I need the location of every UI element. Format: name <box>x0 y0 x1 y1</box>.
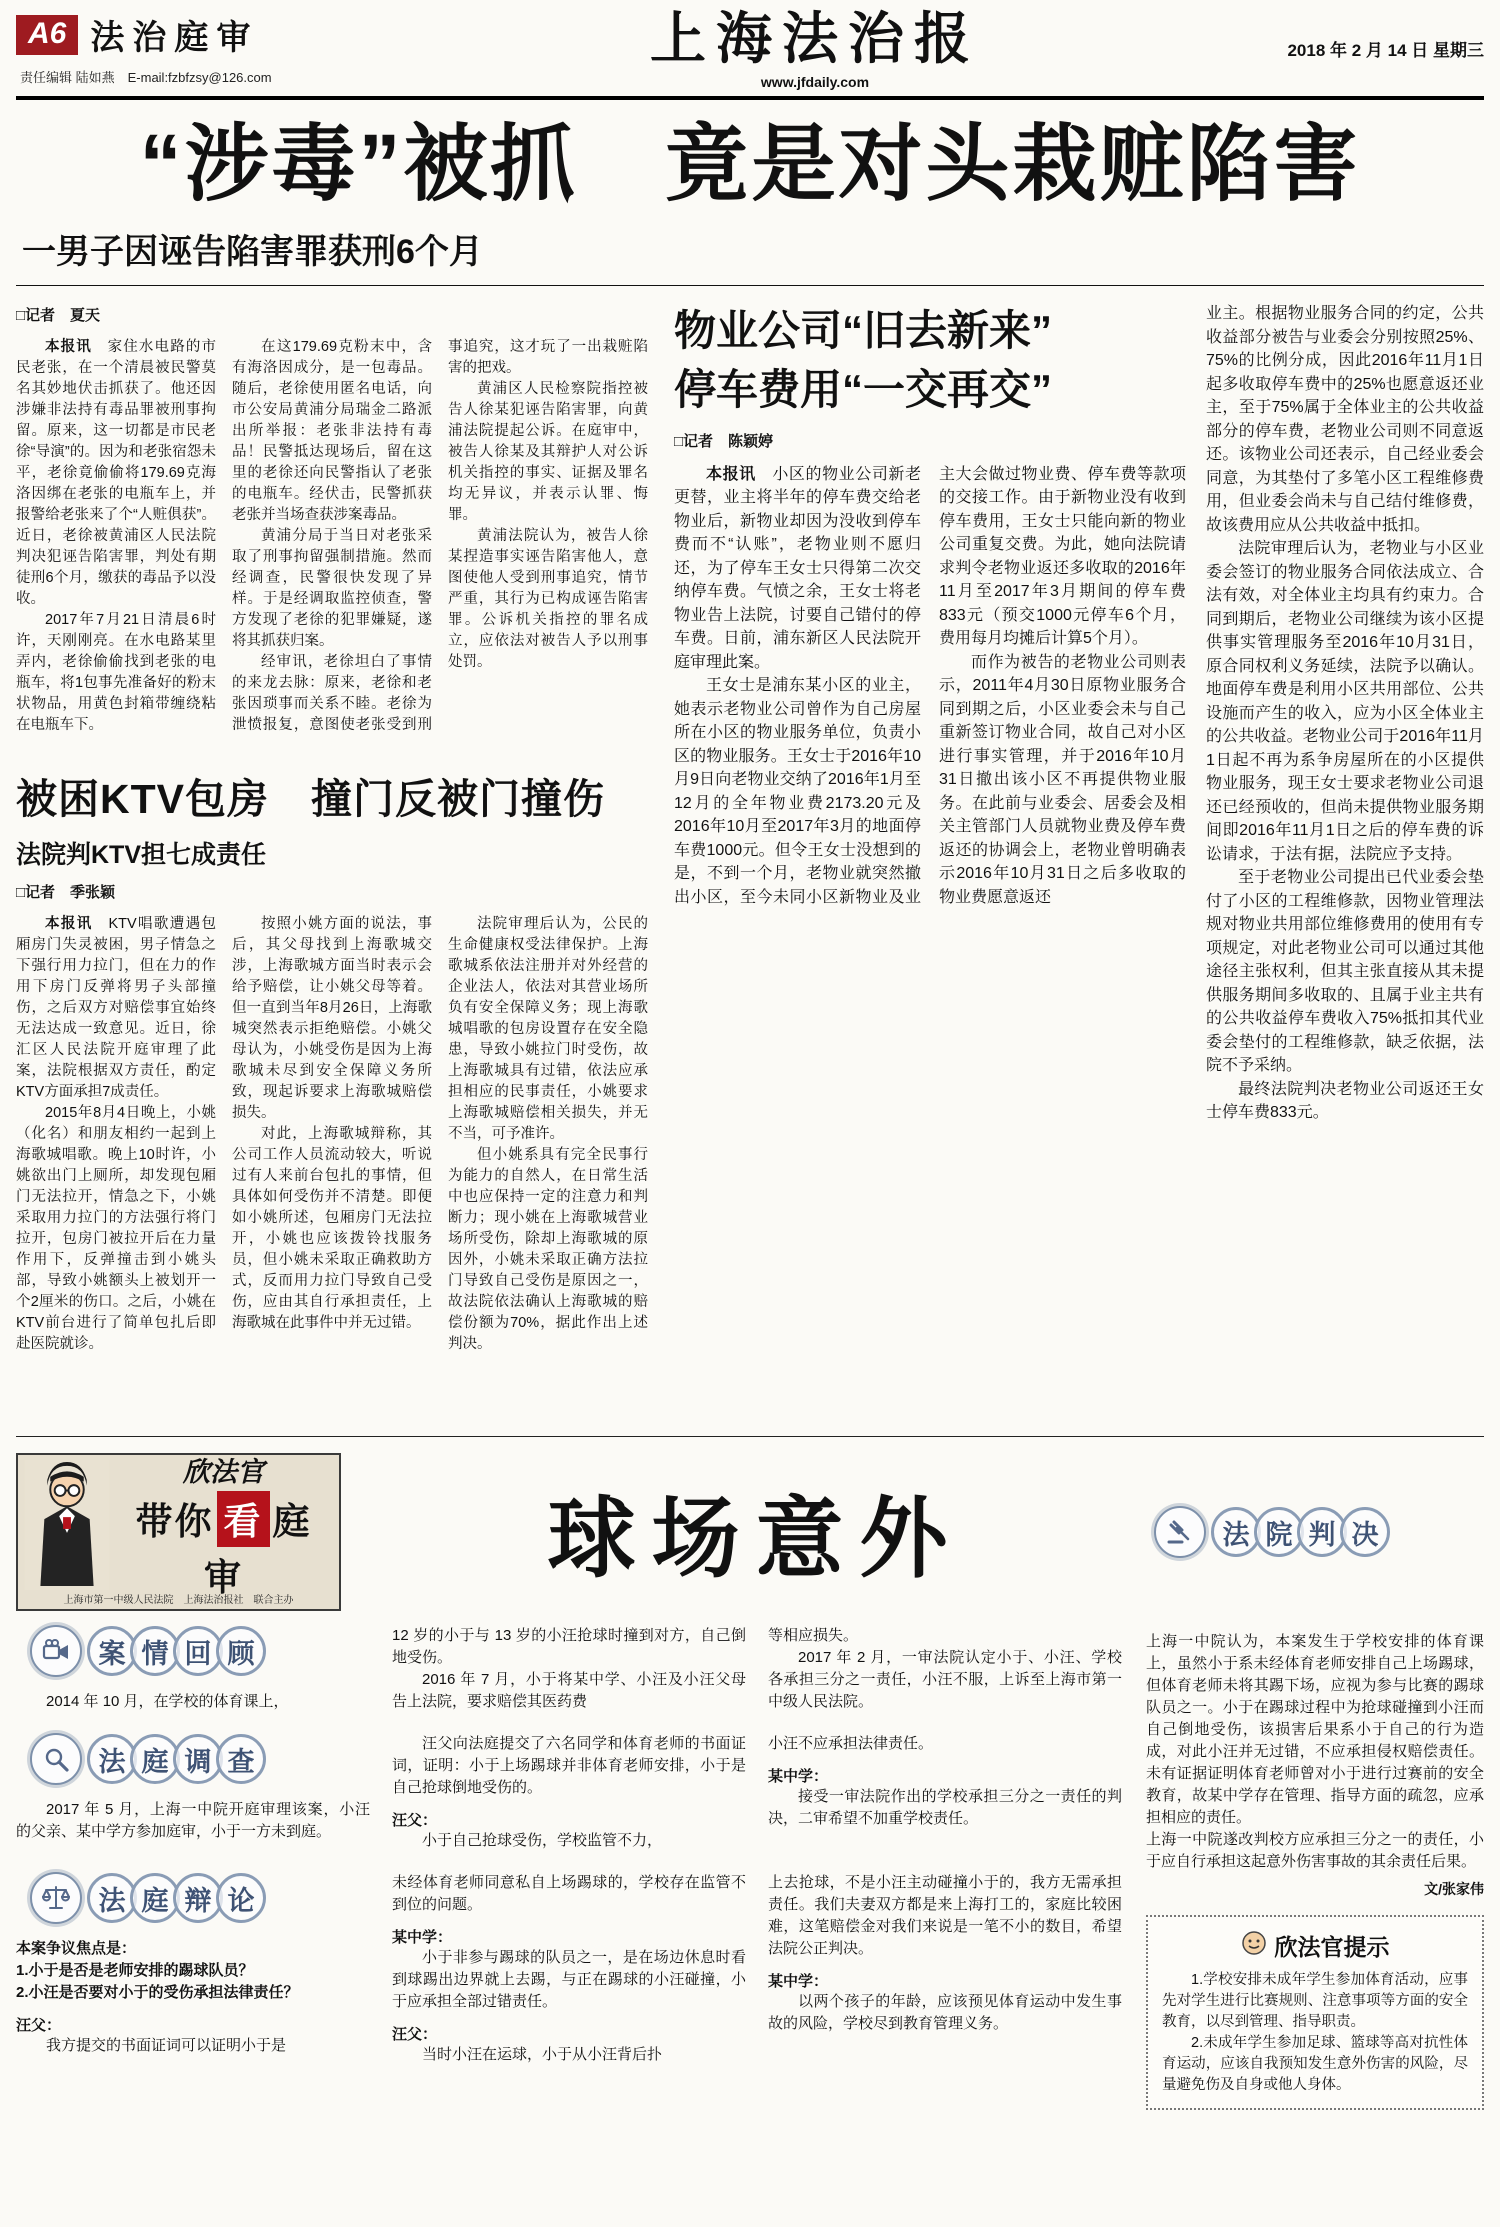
band-court-investigation <box>16 1733 1122 1852</box>
ktv-paragraph: 2015年8月4日晚上，小姚（化名）和朋友相约一起到上海歌城唱歌。晚上10时许，小姚欲出门上厕所，却发现包厢门无法拉开，情急之下，小姚采取用力拉门的方法强行将门拉开，包房门被拉开后在力量作用下，反弹撞击到小姚头部，导致小姚额头上被划开一个2厘米的伤口。之后，小姚在KTV前台进行了简单包扎后即赴医院就诊。 <box>16 1105 216 1353</box>
lead-article <box>16 304 648 736</box>
band2-b-text: 小于自己抢球受伤，学校监管不力， <box>422 1832 663 1850</box>
property-paragraph: 王女士是浦东某小区的业主，她表示老物业公司曾作为自己房屋所在小区的物业服务单位，负责小区的物业服务。王女士于2016年10月9日向老物业交纳了2016年1月至12月的全年物业费2173.20元及2016年10月至2017年3月的地面停车费1000元。但令王女士没想到的是，不到一个月，老物业就突然撤出小区，至今未同小区新物业及业主大会做过物业费、停车费等款项的交接工作。由于新物业没有收到停车费用，王女士只能向新的物业公司重复交费。为此，她向法院请求判令老物业返还多收取的2016年11月至2017年3月期间的停车费833元（预交1000元停车6个月，费用每月均摊后计算5个月）。 <box>674 465 1186 906</box>
gavel-icon <box>1154 1506 1206 1558</box>
property-headline-line1: 物业公司“旧去新来” <box>674 307 1053 355</box>
speaker-label: 某中学： <box>768 1973 829 1991</box>
property-paragraph: 至于老物业公司提出已代业委会垫付了小区的工程维修款，因物业管理法规对物业共用部位维修费用的使用有专项规定，对此老物业公司可以通过其他途径主张权利，但其主张直接从其未提供服务期间多收取的、且属于业主共有的公共收益停车费收入75%抵扣其代业委会垫付的工程维修款，缺乏依据，法院不予采纳。 <box>1206 869 1484 1075</box>
lead-paragraph: 经审讯，老徐坦白了事情的来龙去脉：原来，老徐和老张因琐事而关系不睦。老徐为泄愤报复，意图使老张受到刑事追究，这才玩了一出栽赃陷害的把戏。 <box>232 339 648 734</box>
top-body <box>16 302 1484 1422</box>
verdict-paragraph: 上海一中院遂改判校方应承担三分之一的责任，小于应自行承担这起意外伤害事故的其余责任后果。 <box>1146 1831 1484 1871</box>
dispute-focus-title: 本案争议焦点是： <box>16 1940 137 1958</box>
header-rule <box>16 96 1484 100</box>
issue-date: 2018 年 2 月 14 日 星期三 <box>1287 41 1484 60</box>
lead-byline: □记者 夏天 <box>16 307 101 325</box>
band3-c-text: 上去抢球，不是小汪主动碰撞小于的，我方无需承担责任。我们夫妻双方都是来上海打工的，家庭比较困难，这笔赔偿金对我们来说是一笔不小的数目，希望法院公正判决。 <box>768 1874 1122 1958</box>
speaker-label: 某中学： <box>768 1768 829 1786</box>
dateline: 本报讯 <box>45 339 108 356</box>
tips-box <box>1146 1915 1484 2110</box>
masthead: 上海法治报 <box>650 9 980 71</box>
movie-camera-icon <box>30 1625 82 1677</box>
main-subhead: 一男子因诬告陷害罪获刑6个月 <box>22 233 483 272</box>
feature-divider <box>16 1436 1484 1437</box>
property-side-column <box>1206 302 1484 1125</box>
column-logo-box <box>16 1453 341 1611</box>
masthead-block <box>446 10 1184 90</box>
band2-col-c <box>768 1733 1122 1852</box>
logo-organizers: 上海市第一中级人民法院 上海法治报社 联合主办 <box>63 1595 294 1607</box>
speaker-label: 汪父： <box>392 1812 438 1830</box>
ktv-headline: 被困KTV包房 撞门反被门撞伤 <box>16 776 605 823</box>
lead-columns <box>16 337 648 736</box>
main-headline: “涉毒”被抓 竟是对头栽赃陷害 <box>139 116 1361 211</box>
stamp-char: 调 <box>173 1734 223 1784</box>
section-title: 法治庭审 <box>90 19 259 57</box>
stamp-char: 庭 <box>130 1734 180 1784</box>
property-paragraph: 业主。根据物业服务合同的约定，公共收益部分被告与业委会分别按照25%、75%的比例分成，因此2016年11月1日起多收取停车费中的25%也愿意返还业主，至于75%属于全体业主的公共收益部分的停车费，老物业公司则不同意返还。该物业公司还表示，自己经业委会同意，为其垫付了多笔小区工程维修费用，但业委会尚未与自己结付维修费，故该费用应从公共收益中抵扣。 <box>1206 305 1484 534</box>
band3-col-c <box>768 1872 1122 2066</box>
feature-section <box>16 1453 1484 2110</box>
ktv-paragraph: 但小姚系具有完全民事行为能力的自然人，在日常生活中也应保持一定的注意力和判断力；现小姚在上海歌城营业场所受伤，除却上海歌城的原因外，小姚未采取正确方法拉门导致自己受伤是原因之一，故法院依法确认上海歌城的赔偿份额为70%，据此作出上述判决。 <box>448 1147 648 1353</box>
band1-c-text: 等相应损失。 <box>768 1627 859 1645</box>
property-paragraph <box>674 463 921 675</box>
band1-col-c <box>768 1625 1122 1713</box>
band3-c-text: 以两个孩子的年龄，应该预见体育运动中发生事故的风险，学校尽到教育管理义务。 <box>768 1993 1122 2033</box>
band2-b-text: 汪父向法庭提交了六名同学和体育老师的书面证词，证明：小于上场踢球并非体育老师安排，小于是自己抢球倒地受伤的。 <box>392 1735 746 1797</box>
ktv-article <box>16 766 648 1355</box>
cartoon-judge-icon <box>24 1460 110 1590</box>
badge-char: 决 <box>1340 1507 1390 1557</box>
property-layout <box>674 302 1484 1125</box>
band2-c-text: 小汪不应承担法律责任。 <box>768 1735 934 1753</box>
band2-col-a <box>16 1733 370 1852</box>
stamp-char: 案 <box>87 1626 137 1676</box>
ktv-paragraph: 法院审理后认为，公民的生命健康权受法律保护。上海歌城系依法注册并对外经营的企业法人，依法对其营业场所负有安全保障义务；现上海歌城唱歌的包房设置存在安全隐患，导致小姚拉门时受伤，故上海歌城具有过错，依法应承担相应的民事责任，小姚要求上海歌城赔偿相关损失，并无不当，可予准许。 <box>448 916 648 1143</box>
right-zone <box>674 302 1484 1422</box>
badge-char: 法 <box>1211 1507 1261 1557</box>
band1-b-text: 2016 年 7 月，小于将某中学、小汪及小汪父母告上法院，要求赔偿其医药费 <box>392 1671 746 1711</box>
band-case-review <box>16 1625 1122 1713</box>
verdict-column <box>1146 1625 1484 2110</box>
band3-a-text: 我方提交的书面证词可以证明小于是 <box>46 2037 287 2055</box>
page-number-badge: A6 <box>16 15 78 55</box>
stamp-char: 回 <box>173 1626 223 1676</box>
property-main <box>674 302 1186 1125</box>
feature-body <box>16 1625 1484 2110</box>
stamp-court-investigation <box>30 1733 370 1785</box>
band3-b-text: 小于非参与踢球的队员之一，是在场边休息时看到球踢出边界就上去踢，与正在踢球的小汪碰撞，小于应承担全部过错责任。 <box>392 1949 746 2011</box>
logo-kan-highlight: 看 <box>217 1491 270 1547</box>
band3-b-text: 当时小汪在运球，小于从小汪背后扑 <box>422 2046 663 2064</box>
section-block <box>16 10 446 59</box>
badge-char: 院 <box>1254 1507 1304 1557</box>
band2-col-b <box>392 1733 746 1852</box>
feature-title: 球场意外 <box>547 1489 964 1589</box>
feature-top <box>16 1453 1484 1611</box>
scales-icon <box>30 1872 82 1924</box>
logo-line2b: 庭审 <box>204 1501 312 1599</box>
stamp-char: 辩 <box>173 1873 223 1923</box>
magnifier-icon <box>30 1733 82 1785</box>
stamp-court-debate <box>30 1872 370 1924</box>
lead-paragraph <box>16 337 216 610</box>
band1-col-a <box>16 1625 370 1713</box>
stamp-case-review <box>30 1625 370 1677</box>
ktv-paragraph: 按照小姚方面的说法，事后，其父母找到上海歌城交涉，上海歌城方面当时表示会给予赔偿，让小姚父母等着。但一直到当年8月26日，上海歌城突然表示拒绝赔偿。小姚父母认为，小姚受伤是因为上海歌城未尽到安全保障义务所致，现起诉要求上海歌城赔偿损失。 <box>232 916 432 1122</box>
ktv-byline: □记者 季张颖 <box>16 884 116 902</box>
column-logo-text <box>118 1450 329 1601</box>
stamp-char: 顾 <box>216 1626 266 1676</box>
left-zone <box>16 302 648 1422</box>
property-byline: □记者 陈颖婷 <box>674 432 774 450</box>
band2-c-text: 接受一审法院作出的学校承担三分之一责任的判决，二审希望不加重学校责任。 <box>768 1788 1122 1828</box>
band3-b-text: 未经体育老师同意私自上场踢球的，学校存在监管不到位的问题。 <box>392 1874 746 1914</box>
property-article <box>674 302 1484 1125</box>
band1-b-text: 12 岁的小于与 13 岁的小汪抢球时撞到对方，自己倒地受伤。 <box>392 1627 746 1667</box>
author-credit: 文/张家伟 <box>1424 1881 1484 1898</box>
band2-a-text: 2017 年 5 月，上海一中院开庭审理该案，小汪的父亲、某中学方参加庭审，小于一方未到庭。 <box>16 1801 370 1841</box>
property-paragraph: 而作为被告的老物业公司则表示，2011年4月30日原物业服务合同到期之后，小区业委会未与自己重新签订物业合同，故自己对小区进行事实管理，并于2016年10月31日撤出该小区不再提供物业服务。在此前与业委会、居委会及相关主管部门人员就物业费及停车费返还的协调会上，老物业曾明确表示2016年10月31日之后多收取的物业费愿意返还 <box>939 653 1186 906</box>
band1-col-b <box>392 1625 746 1713</box>
logo-line1: 欣法官 <box>183 1456 264 1487</box>
logo-line2 <box>118 1491 329 1601</box>
stamp-char: 情 <box>130 1626 180 1676</box>
judge-face-icon <box>1241 1930 1267 1962</box>
stamp-char: 查 <box>216 1734 266 1784</box>
dateline: 本报讯 <box>45 916 109 933</box>
property-columns <box>674 463 1186 910</box>
band1-c-text: 2017 年 2 月，一审法院认定小于、小汪、学校各承担三分之一责任，小汪不服，上诉至上海市第一中级人民法院。 <box>768 1649 1122 1711</box>
property-headline <box>674 302 1186 420</box>
ktv-paragraph <box>16 914 216 1103</box>
logo-line2a: 带你 <box>135 1501 214 1543</box>
verdict-badge <box>1154 1506 1484 1558</box>
band1-a-text: 2014 年 10 月，在学校的体育课上， <box>46 1693 289 1711</box>
editor-line: 责任编辑 陆如燕 E-mail:fzbfzsy@126.com <box>20 70 272 85</box>
tip-item: 2.未成年学生参加足球、篮球等高对抗性体育运动，应该自我预知发生意外伤害的风险，尽量避免伤及自身或他人身体。 <box>1162 2035 1468 2094</box>
speaker-label: 汪父： <box>16 2017 62 2035</box>
stamp-char: 庭 <box>130 1873 180 1923</box>
speaker-label: 某中学： <box>392 1929 453 1947</box>
ktv-paragraph: 对此，上海歌城辩称，其公司工作人员流动较大，听说过有人来前台包扎的事情，但具体如何受伤并不清楚。即便如小姚所述，包厢房门无法拉开，小姚也应该拨铃找服务员，但小姚未采取正确救助方式，反而用力拉门导致自己受伤，应由其自行承担责任，上海歌城在此事件中并无过错。 <box>232 1126 432 1332</box>
lead-paragraph: 黄浦法院认为，被告人徐某捏造事实诬告陷害他人，意图使他人受到刑事追究，情节严重，其行为已构成诬告陷害罪。公诉机关指控的罪名成立，应依法对被告人予以刑事处罚。 <box>448 528 648 671</box>
band3-col-b <box>392 1872 746 2066</box>
tip-item: 1.学校安排未成年学生参加体育活动，应事先对学生进行比赛规则、注意事项等方面的安全教育，以尽到管理、指导职责。 <box>1162 1972 1468 2031</box>
dateline: 本报讯 <box>706 465 773 483</box>
property-paragraph-text: 小区的物业公司新老更替，业主将半年的停车费交给老物业后，新物业却因为没收到停车费而不“认账”，老物业则不愿归还，为了停车王女士只得第二次交纳停车费。气愤之余，王女士将老物业告上法院，讨要自己错付的停车费。日前，浦东新区人民法院开庭审理此案。 <box>674 465 921 671</box>
ktv-subhead: 法院判KTV担七成责任 <box>16 841 267 870</box>
subhead-rule <box>16 285 1484 286</box>
property-paragraph: 最终法院判决老物业公司返还王女士停车费833元。 <box>1206 1080 1484 1122</box>
stamp-char: 法 <box>87 1873 137 1923</box>
speaker-label: 汪父： <box>392 2026 438 2044</box>
lead-paragraph: 2017年7月21日清晨6时许，天刚刚亮。在水电路某里弄内，老徐偷偷找到老张的电瓶车，将1包事先准备好的粉末状物品，用黄色封箱带缠绕粘在电瓶车下。 <box>16 612 216 734</box>
website-url: www.jfdaily.com <box>760 73 870 90</box>
lead-paragraph-text: 家住水电路的市民老张，在一个清晨被民警莫名其妙地伏击抓获了。他还因涉嫌非法持有毒品罪被刑事拘留。原来，这一切都是市民老徐“导演”的。因为和老张宿怨未平，老徐竟偷偷将179.69克海洛因绑在老张的电瓶车上，并报警给老张来了个“人赃俱获”。近日，老徐被黄浦区人民法院判决犯诬告陷害罪，判处有期徒刑6个月，缴获的毒品予以没收。 <box>16 339 217 608</box>
stamp-char: 论 <box>216 1873 266 1923</box>
tips-title-text: 欣法官提示 <box>1274 1934 1390 1961</box>
ktv-columns <box>16 914 648 1355</box>
feature-phases <box>16 1625 1122 2110</box>
verdict-paragraph: 上海一中院认为，本案发生于学校安排的体育课上，虽然小于系未经体育老师安排自己上场踢球，但体育老师未将其踢下场，应视为参与比赛的踢球队员之一。小于在踢球过程中为抢球碰撞到小汪而自己倒地受伤，该损害后果系小于自己的行为造成，对此小汪并无过错，不应承担侵权赔偿责任。未有证据证明体育老师曾对小于进行过赛前的安全教育，故某中学存在管理、指导方面的疏忽，应承担相应的责任。 <box>1146 1633 1484 1827</box>
badge-char: 判 <box>1297 1507 1347 1557</box>
ktv-paragraph-text: KTV唱歌遭遇包厢房门失灵被困，男子情急之下强行用力拉门，但在力的作用下房门反弹将男子头部撞伤，之后双方对赔偿事宜始终无法达成一致意见。近日，徐汇区人民法院开庭审理了此案，法院根据双方责任，酌定KTV方面承担7成责任。 <box>16 916 216 1101</box>
lead-paragraph: 黄浦区人民检察院指控被告人徐某犯诬告陷害罪，向黄浦法院提起公诉。在庭审中，被告人徐某及其辩护人对公诉机关指控的事实、证据及罪名均无异议，并表示认罪、悔罪。 <box>448 381 648 524</box>
dispute-focus-item: 2.小汪是否要对小于的受伤承担法律责任？ <box>16 1984 299 2002</box>
band3-col-a <box>16 1872 370 2066</box>
lead-paragraph: 在这179.69克粉末中，含有海洛因成分，是一包毒品。随后，老徐使用匿名电话，向市公安局黄浦分局瑞金二路派出所举报：老张非法持有毒品！民警抵达现场后，留在这里的老徐还向民警指认了老张的电瓶车。经伏击，民警抓获老张并当场查获涉案毒品。 <box>232 339 432 524</box>
property-paragraph: 法院审理后认为，老物业与小区业委会签订的物业服务合同依法成立、合法有效，对全体业主均具有约束力。合同到期后，老物业公司继续为该小区提供事实管理服务至2016年10月31日，原合同权利义务延续，法院予以确认。地面停车费是利用小区共用部位、公共设施而产生的收入，应为小区全体业主的公共收益。老物业公司于2016年11月1日起不再为系争房屋所在的小区提供物业服务，现王女士要求老物业公司退还已经预收的，但尚未提供物业服务期间即2016年11月1日之后的停车费的诉讼请求，于法有据，法院应予支持。 <box>1206 540 1484 863</box>
property-headline-line2: 停车费用“一交再交” <box>674 365 1053 413</box>
lead-paragraph: 黄浦分局于当日对老张采取了刑事拘留强制措施。然而经调查，民警很快发现了异样。于是经调取监控侦查，警方发现了老徐的犯罪嫌疑，遂将其抓获归案。 <box>232 528 432 650</box>
page-header <box>16 10 1484 90</box>
header-left <box>16 10 446 86</box>
tips-title <box>1162 1929 1468 1962</box>
dispute-focus-item: 1.小于是否是老师安排的踢球队员？ <box>16 1962 254 1980</box>
stamp-char: 法 <box>87 1734 137 1784</box>
band-court-debate <box>16 1872 1122 2066</box>
